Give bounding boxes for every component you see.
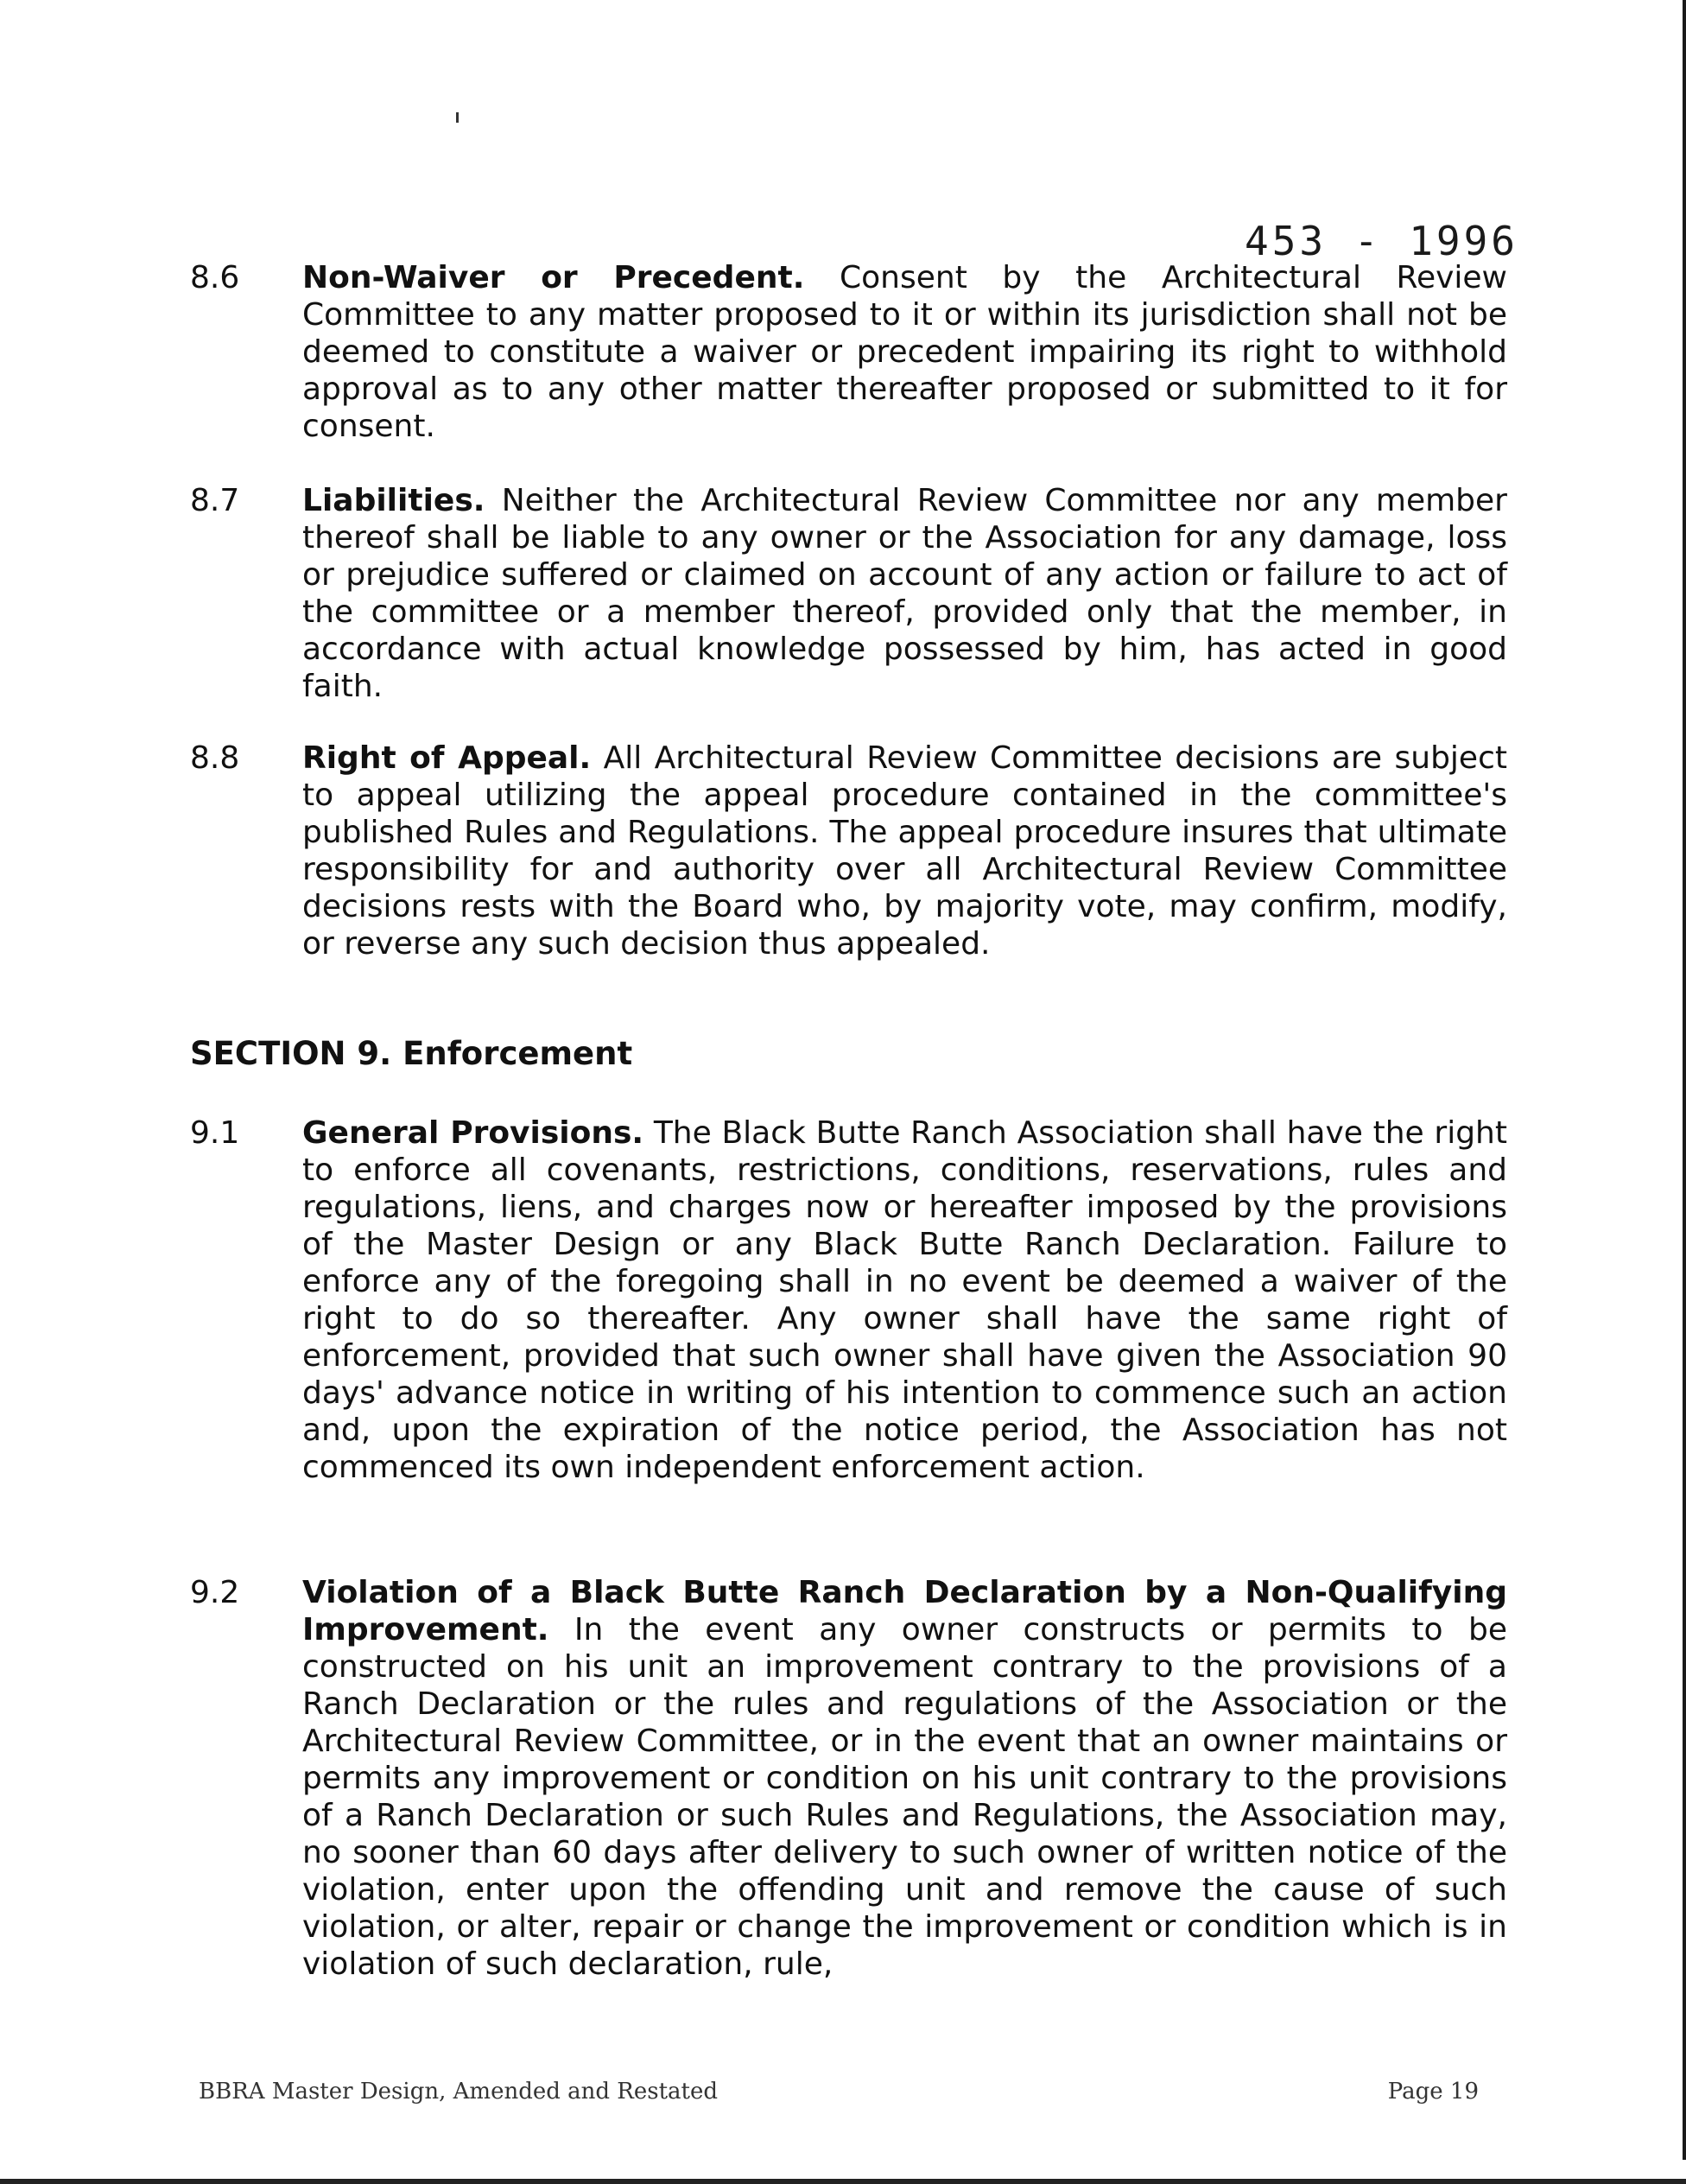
section-heading (190, 1035, 632, 1073)
section-title: Enforcement (402, 1035, 633, 1072)
scan-edge-bottom (0, 2179, 1686, 2184)
clause-text: All Architectural Review Committee decisions are subject to appeal utilizing the appeal procedure contained in the committee's published Rules and Regulations. The appeal procedure insures that ultimate responsibility for and authority over all Architectural Review Committee decisions rests with the Board who, by majority vote, may confirm, modify, or reverse any such decision thus appealed. (302, 740, 1507, 962)
scan-speck (456, 112, 459, 123)
recording-number: 453 - 1996 (1245, 218, 1518, 264)
clause-number: 9.1 (190, 1115, 240, 1151)
clause-title: Non-Waiver or Precedent. (302, 260, 805, 295)
clause-title: General Provisions. (302, 1115, 644, 1151)
footer-page-number: Page 19 (1387, 2079, 1479, 2105)
clause-body (302, 1574, 1507, 1983)
clause-number: 8.8 (190, 740, 240, 776)
clause-title: Right of Appeal. (302, 740, 592, 776)
clause-text: Consent by the Architectural Review Committee to any matter proposed to it or within its jurisdiction shall not be deemed to constitute a waiver or precedent impairing its right to withhold approval as to any other matter thereafter proposed or submitted to it for consent. (302, 260, 1507, 444)
footer-document-title: BBRA Master Design, Amended and Restated (199, 2079, 719, 2105)
clause-text: In the event any owner constructs or permits to be constructed on his unit an improvement contrary to the provisions of a Ranch Declaration or the rules and regulations of the Association or the Architectural Review Committee, or in the event that an owner maintains or permits any improvement or condition on his unit contrary to the provisions of a Ranch Declaration or such Rules and Regulations, the Association may, no sooner than 60 days after delivery to such owner of written notice of the violation, enter upon the offending unit and remove the cause of such violation, or alter, repair or change the improvement or condition which is in violation of such declaration, rule, (302, 1612, 1507, 1982)
clause-number: 8.6 (190, 260, 240, 295)
section-label: SECTION 9. (190, 1035, 392, 1072)
clause-text: The Black Butte Ranch Association shall have the right to enforce all covenants, restrictions, conditions, reservations, rules and regulations, liens, and charges now or hereafter imposed by the provisions of the Master Design or any Black Butte Ranch Declaration. Failure to enforce any of the foregoing shall in no event be deemed a waiver of the right to do so thereafter. Any owner shall have the same right of enforcement, provided that such owner shall have given the Association 90 days' advance notice in writing of his intention to commence such an action and, upon the expiration of the notice period, the Association has not commenced its own independent enforcement action. (302, 1115, 1507, 1485)
clause-number: 8.7 (190, 483, 240, 518)
clause-number: 9.2 (190, 1575, 240, 1610)
clause-body (302, 740, 1507, 962)
clause-body (302, 1114, 1507, 1486)
clause-title: Violation of a Black Butte Ranch Declaration by a Non-Qualifying Improvement. (302, 1575, 1507, 1648)
clause-title: Liabilities. (302, 483, 485, 518)
clause-body (302, 259, 1507, 445)
clause-body (302, 482, 1507, 705)
clause-text: Neither the Architectural Review Committee nor any member thereof shall be liable to any owner or the Association for any damage, loss or prejudice suffered or claimed on account of any action or failure to act of the committee or a member thereof, provided only that the member, in accordance with actual knowledge possessed by him, has acted in good faith. (302, 483, 1507, 704)
scan-edge-right (1683, 0, 1686, 2160)
